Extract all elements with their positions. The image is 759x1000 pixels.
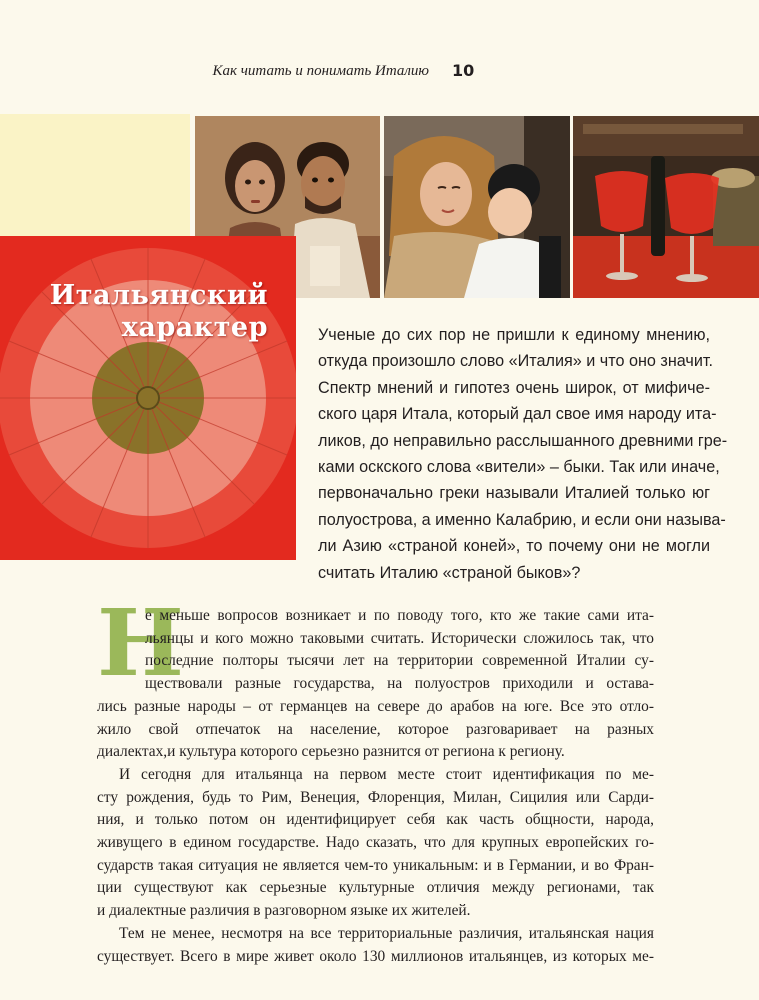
body-line: сударств такая ситуация не является чем-то уникальным: и в Германии, и во Фран- <box>97 856 654 874</box>
running-title: Как читать и понимать Италию <box>212 63 429 79</box>
body-line: последние полторы тысячи лет на территории современной Италии су- <box>145 652 654 670</box>
body-line: жило свой отпечаток на население, которое разговаривает на разных <box>97 720 654 738</box>
body-text <box>97 589 654 968</box>
body-line: существует. Всего в мире живет около 130 миллионов итальянцев, из которых ме- <box>97 947 654 965</box>
body-line: льянцы и кого можно таковыми считать. Исторически сложилось так, что <box>145 629 654 647</box>
drop-cap: Н <box>97 589 184 697</box>
page-number: 10 <box>452 61 475 80</box>
intro-line: первоначально греки называли Италией только юг <box>318 484 710 503</box>
section-title-line-1: Итальянский <box>49 280 268 311</box>
body-line: е меньше вопросов возникает и по поводу того, кто же такие сами ита- <box>145 607 654 624</box>
running-header <box>0 60 759 84</box>
body-line: И сегодня для итальянца на первом месте стоит идентификация по ме- <box>119 765 654 783</box>
intro-line: Спектр мнений и гипотез очень широк, от мифиче- <box>318 378 710 397</box>
body-line: сту рождения, будь то Рим, Венеция, Флоренция, Милан, Сицилия или Сарди- <box>97 788 654 806</box>
body-line: ции существуют как серьезные культурные отличия между регионами, так <box>97 879 654 897</box>
intro-line: ликов, до неправильно расслышанного древними гре- <box>318 431 728 450</box>
decorative-block <box>0 114 190 238</box>
intro-line: ского царя Итала, который дал свое имя народу ита- <box>318 405 717 424</box>
section-badge <box>0 236 296 560</box>
intro-line: откуда произошло слово «Италия» и что оно значит. <box>318 352 714 371</box>
cafe-drinks-photo <box>573 116 759 298</box>
body-line: лись разные народы – от германцев на севере до арабов на юге. Все это отло- <box>97 697 654 715</box>
body-line: и диалектные различия в разговорном языке их жителей. <box>97 902 471 920</box>
body-line: Тем не менее, несмотря на все территориальные различия, итальянская нация <box>119 924 654 942</box>
body-line: живущего в едином государстве. Надо сказать, что для крупных европейских го- <box>97 834 654 852</box>
folk-costume-photo <box>384 116 570 298</box>
intro-line: считать Италию «страной быков»? <box>318 563 581 582</box>
section-title-line-2: характер <box>121 312 268 343</box>
intro-line: ли Азию «страной коней», то почему они не могли <box>318 537 710 556</box>
intro-line: ками оскского слова «вители» – быки. Так или иначе, <box>318 458 720 477</box>
section-title <box>8 280 268 344</box>
body-line: ществовали разные государства, на полуостров приходили и остава- <box>145 675 654 693</box>
intro-paragraph <box>318 322 728 586</box>
intro-line: полуострова, а именно Калабрию, и если они называ- <box>318 510 726 529</box>
intro-line: Ученые до сих пор не пришли к единому мнению, <box>318 326 710 344</box>
body-line: ния, и только потом он идентифицирует себя как часть общности, народа, <box>97 811 654 829</box>
body-line: диалектах,и культура которого серьезно разнится от региона к региону. <box>97 743 565 761</box>
